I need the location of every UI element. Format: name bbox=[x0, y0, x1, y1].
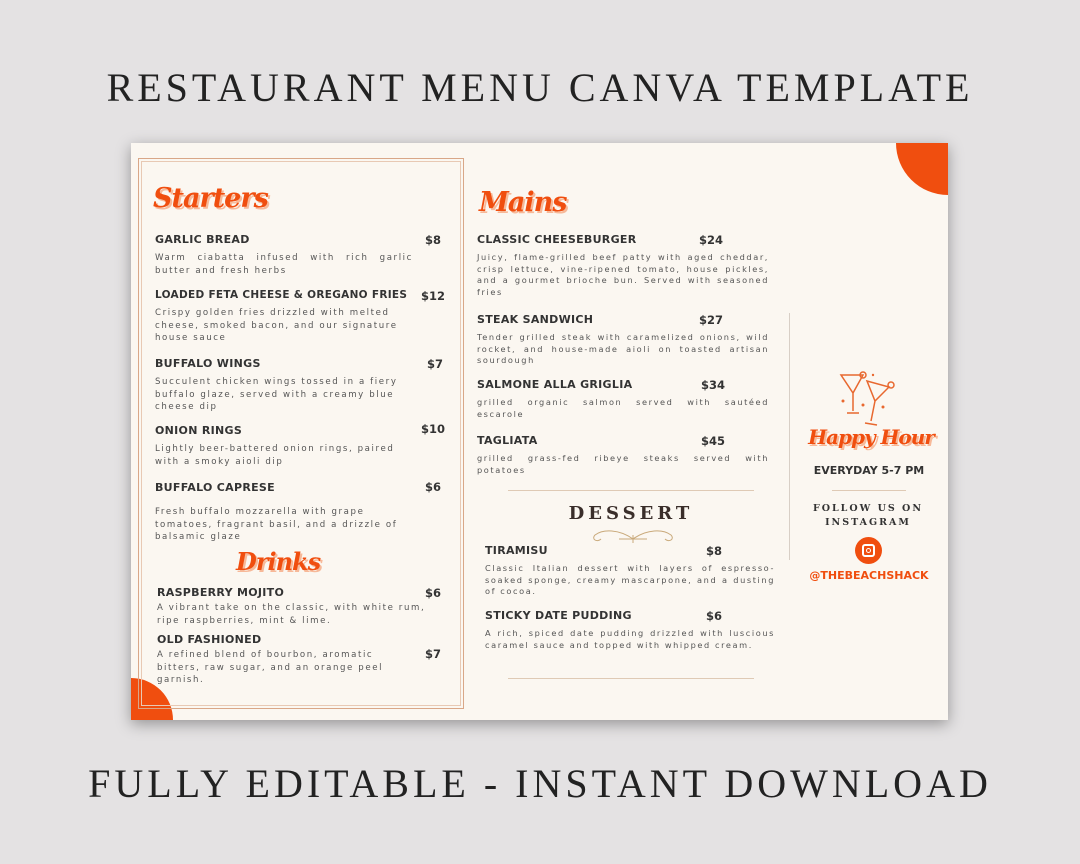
item-price: $7 bbox=[426, 357, 443, 371]
item-desc: Crispy golden fries drizzled with melted cheese, smoked bacon, and our signature house sauce bbox=[155, 308, 398, 343]
page-subtitle: FULLY EDITABLE - INSTANT DOWNLOAD bbox=[88, 761, 992, 806]
menu-item bbox=[157, 633, 443, 687]
drinks-heading: Drinks bbox=[236, 547, 321, 576]
item-price: $6 bbox=[424, 586, 441, 600]
item-name: SALMONE ALLA GRIGLIA bbox=[477, 378, 633, 391]
item-desc: A vibrant take on the classic, with white rum, ripe raspberries, mint & lime. bbox=[157, 603, 426, 626]
item-name: GARLIC BREAD bbox=[155, 233, 250, 246]
mains-heading: Mains bbox=[479, 187, 567, 218]
item-name: TAGLIATA bbox=[477, 434, 538, 447]
corner-decoration bbox=[896, 143, 948, 195]
item-name: TIRAMISU bbox=[485, 544, 548, 557]
item-name: ONION RINGS bbox=[155, 424, 243, 437]
item-desc: Succulent chicken wings tossed in a fiery buffalo glaze, served with a creamy blue cheese dip bbox=[155, 377, 398, 412]
divider bbox=[832, 490, 906, 491]
item-price: $6 bbox=[706, 609, 723, 623]
ornament-icon bbox=[589, 527, 677, 545]
item-desc: A refined blend of bourbon, aromatic bitters, raw sugar, and an orange peel garnish. bbox=[157, 650, 384, 685]
item-price: $45 bbox=[701, 434, 726, 448]
item-desc: Classic Italian dessert with layers of espresso-soaked sponge, creamy mascarpone, and a dusting of cocoa. bbox=[485, 563, 775, 597]
instagram-icon[interactable] bbox=[855, 537, 882, 564]
item-name: BUFFALO CAPRESE bbox=[155, 481, 275, 494]
item-price: $24 bbox=[699, 233, 724, 247]
item-desc: Fresh buffalo mozzarella with grape tomatoes, fragrant basil, and a drizzle of balsamic glaze bbox=[155, 507, 398, 542]
menu-item bbox=[485, 544, 775, 598]
menu-item bbox=[485, 609, 775, 651]
menu-item bbox=[155, 233, 443, 277]
item-desc: Juicy, flame-grilled beef patty with aged cheddar, crisp lettuce, vine-ripened tomato, house pickles, and a gourmet brioche bun. Served with seasoned fries bbox=[477, 252, 769, 298]
item-price: $12 bbox=[420, 289, 445, 303]
item-desc: grilled organic salmon served with sautéed escarole bbox=[477, 397, 769, 419]
menu-item bbox=[155, 289, 443, 345]
item-name: RASPBERRY MOJITO bbox=[157, 586, 285, 599]
item-price: $34 bbox=[701, 378, 726, 392]
item-price: $10 bbox=[420, 422, 445, 436]
menu-item bbox=[155, 481, 443, 544]
menu-item bbox=[477, 233, 769, 299]
item-desc: Lightly beer-battered onion rings, paired with a smoky aioli dip bbox=[155, 444, 395, 467]
item-desc: Tender grilled steak with caramelized onions, wild rocket, and house-made aioli on toasted artisan sourdough bbox=[477, 332, 769, 366]
item-price: $6 bbox=[424, 480, 441, 494]
item-name: LOADED FETA CHEESE & OREGANO FRIES bbox=[155, 289, 408, 301]
item-price: $7 bbox=[424, 647, 441, 661]
menu-item bbox=[157, 586, 443, 627]
page-title: RESTAURANT MENU CANVA TEMPLATE bbox=[106, 65, 974, 110]
item-name: STEAK SANDWICH bbox=[477, 313, 594, 326]
vertical-divider bbox=[789, 313, 790, 560]
item-price: $8 bbox=[706, 544, 723, 558]
cocktail-glasses-icon bbox=[837, 371, 899, 433]
instagram-handle[interactable]: @THEBEACHSHACK bbox=[809, 569, 929, 582]
item-desc: A rich, spiced date pudding drizzled with luscious caramel sauce and topped with whipped cream. bbox=[485, 628, 775, 650]
menu-item bbox=[477, 434, 769, 476]
divider bbox=[508, 490, 754, 491]
item-name: OLD FASHIONED bbox=[157, 633, 262, 646]
menu-card bbox=[131, 143, 948, 720]
menu-item bbox=[477, 378, 769, 420]
item-desc: Warm ciabatta infused with rich garlic butter and fresh herbs bbox=[155, 253, 413, 276]
menu-item bbox=[477, 313, 769, 367]
item-name: CLASSIC CHEESEBURGER bbox=[477, 233, 637, 246]
item-price: $8 bbox=[424, 233, 441, 247]
happy-hour-heading: Happy Hour bbox=[808, 425, 934, 449]
menu-item bbox=[155, 357, 443, 414]
item-desc: grilled grass-fed ribeye steaks served with potatoes bbox=[477, 453, 769, 475]
menu-item bbox=[155, 424, 443, 468]
item-price: $27 bbox=[699, 313, 724, 327]
divider bbox=[508, 678, 754, 679]
item-name: STICKY DATE PUDDING bbox=[485, 609, 632, 622]
item-name: BUFFALO WINGS bbox=[155, 357, 261, 370]
starters-heading: Starters bbox=[153, 183, 268, 214]
dessert-heading: DESSERT bbox=[568, 503, 694, 524]
follow-text: FOLLOW US ON INSTAGRAM bbox=[812, 503, 924, 528]
happy-hour-times: EVERYDAY 5-7 PM bbox=[813, 464, 925, 477]
